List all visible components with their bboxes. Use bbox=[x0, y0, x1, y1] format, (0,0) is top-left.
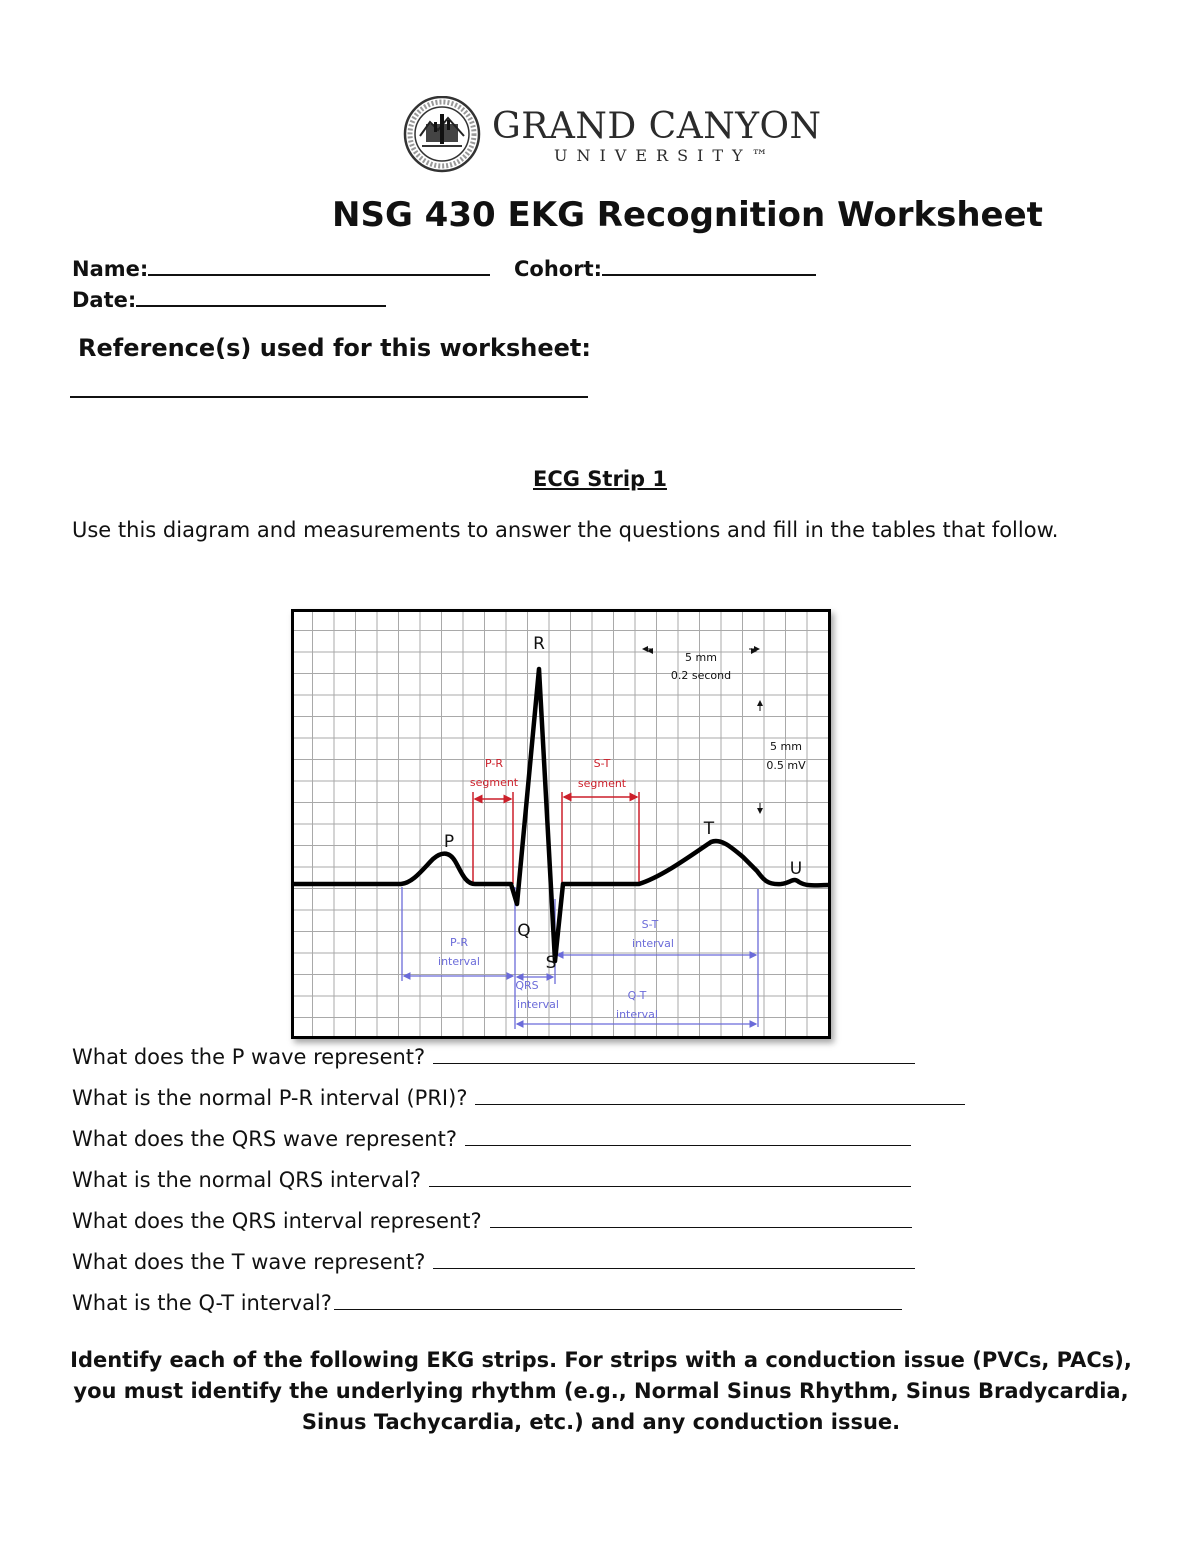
cohort-field[interactable] bbox=[514, 254, 816, 281]
date-label: Date: bbox=[72, 288, 137, 312]
question-text: What does the QRS interval represent? bbox=[72, 1209, 482, 1233]
ecg-diagram bbox=[291, 609, 831, 1039]
qt-interval-label: Q-T bbox=[627, 989, 647, 1002]
qt-interval-label-2: interval bbox=[616, 1008, 658, 1021]
pr-interval-label-2: interval bbox=[438, 955, 480, 968]
question-text: What does the T wave represent? bbox=[72, 1250, 426, 1274]
question-2 bbox=[72, 1086, 965, 1110]
instructions: Use this diagram and measurements to answer the questions and fill in the tables that follow. bbox=[72, 518, 1059, 542]
question-5 bbox=[72, 1209, 912, 1233]
time-scale-label: 5 mm bbox=[685, 651, 717, 664]
question-text: What does the P wave represent? bbox=[72, 1045, 426, 1069]
question-4 bbox=[72, 1168, 911, 1192]
university-seal-icon bbox=[396, 96, 492, 176]
answer-blank[interactable] bbox=[334, 1291, 902, 1310]
answer-blank[interactable] bbox=[465, 1127, 911, 1146]
strip-heading-text: ECG Strip 1 bbox=[533, 467, 667, 491]
question-text: What does the QRS wave represent? bbox=[72, 1127, 457, 1151]
closing-instructions: Identify each of the following EKG strips. For strips with a conduction issue (PVCs, PACs), you must identify the underlying rhythm (e.g., Normal Sinus Rhythm, Sinus Bradycardia, Sinus Tachycardia, etc.) and any conduction issue. bbox=[70, 1348, 1132, 1434]
ecg-grid bbox=[291, 609, 831, 1039]
name-blank[interactable] bbox=[148, 254, 490, 276]
st-segment-label-2: segment bbox=[577, 777, 627, 790]
qrs-interval-label: QRS bbox=[515, 979, 539, 992]
name-field[interactable] bbox=[72, 254, 490, 281]
strip-heading bbox=[0, 467, 1200, 491]
page-title: NSG 430 EKG Recognition Worksheet bbox=[332, 195, 1043, 235]
question-3 bbox=[72, 1127, 911, 1151]
question-text: What is the Q-T interval? bbox=[72, 1291, 332, 1315]
answer-blank[interactable] bbox=[433, 1250, 915, 1269]
university-subtitle: UNIVERSITY™ bbox=[554, 146, 777, 165]
voltage-scale-label: 5 mm bbox=[770, 740, 802, 753]
voltage-scale-label-2: 0.5 mV bbox=[766, 759, 806, 772]
question-6 bbox=[72, 1250, 915, 1274]
p-wave-label: P bbox=[443, 832, 455, 852]
references-blank[interactable] bbox=[70, 396, 588, 398]
t-wave-label: T bbox=[703, 819, 715, 839]
references-label: Reference(s) used for this worksheet: bbox=[78, 334, 591, 362]
qrs-interval-label-2: interval bbox=[517, 998, 559, 1011]
q-wave-label: Q bbox=[517, 921, 531, 941]
time-scale-label-2: 0.2 second bbox=[670, 669, 732, 682]
st-segment-label: S-T bbox=[593, 757, 611, 770]
answer-blank[interactable] bbox=[433, 1045, 915, 1064]
answer-blank[interactable] bbox=[490, 1209, 912, 1228]
pr-segment-label-2: segment bbox=[469, 776, 519, 789]
cohort-blank[interactable] bbox=[602, 254, 816, 276]
date-field[interactable] bbox=[72, 285, 386, 312]
pr-interval-label: P-R bbox=[449, 936, 469, 949]
answer-blank[interactable] bbox=[475, 1086, 965, 1105]
u-wave-label: U bbox=[789, 859, 803, 879]
university-name: GRAND CANYON bbox=[492, 106, 822, 147]
name-label: Name: bbox=[72, 257, 149, 281]
question-text: What is the normal P-R interval (PRI)? bbox=[72, 1086, 468, 1110]
st-interval-label-2: interval bbox=[632, 937, 674, 950]
date-blank[interactable] bbox=[136, 285, 386, 307]
st-interval-label: S-T bbox=[641, 918, 659, 931]
r-wave-label: R bbox=[533, 634, 545, 654]
answer-blank[interactable] bbox=[429, 1168, 911, 1187]
question-7 bbox=[72, 1291, 902, 1315]
pr-segment-label: P-R bbox=[484, 757, 504, 770]
cohort-label: Cohort: bbox=[514, 257, 603, 281]
university-logo bbox=[396, 96, 822, 176]
s-wave-label: S bbox=[545, 953, 557, 973]
question-text: What is the normal QRS interval? bbox=[72, 1168, 422, 1192]
question-1 bbox=[72, 1045, 915, 1069]
